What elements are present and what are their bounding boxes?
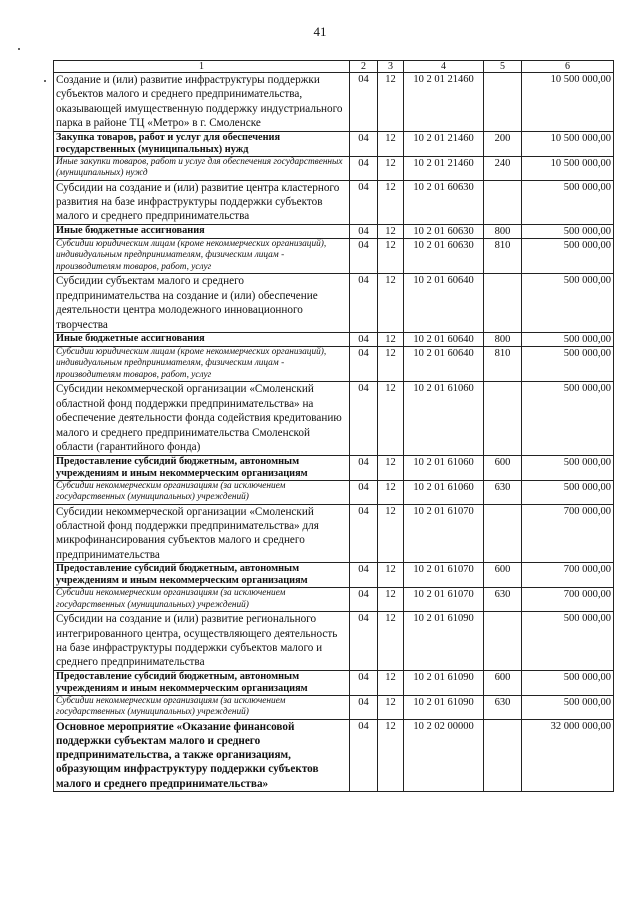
target-code-cell: 10 2 01 60640 [404,332,484,346]
column-header-2: 2 [350,61,378,73]
expense-type-cell: 600 [484,455,522,480]
amount-cell: 500 000,00 [522,224,614,238]
column-header-6: 6 [522,61,614,73]
amount-cell: 700 000,00 [522,588,614,612]
table-body [54,73,614,792]
row-name-cell: Субсидии юридическим лицам (кроме некоммерческих организаций), индивидуальным предпринимателям, физическим лицам - производителям товаров, работ, услуг [54,238,350,274]
table-row [54,131,614,156]
expense-type-cell: 810 [484,346,522,382]
subsection-cell: 12 [378,224,404,238]
amount-cell: 500 000,00 [522,274,614,333]
amount-cell: 500 000,00 [522,612,614,671]
table-row [54,224,614,238]
section-cell: 04 [350,563,378,588]
table-row [54,274,614,333]
scan-speck [44,80,46,82]
expense-type-cell [484,274,522,333]
section-cell: 04 [350,480,378,504]
target-code-cell: 10 2 01 60640 [404,274,484,333]
subsection-cell: 12 [378,382,404,455]
expense-type-cell [484,719,522,791]
row-name-cell: Предоставление субсидий бюджетным, автономным учреждениям и иным некоммерческим организациям [54,455,350,480]
expense-type-cell: 630 [484,588,522,612]
target-code-cell: 10 2 01 61060 [404,382,484,455]
subsection-cell: 12 [378,670,404,695]
amount-cell: 10 500 000,00 [522,156,614,180]
expense-type-cell [484,382,522,455]
target-code-cell: 10 2 01 61090 [404,695,484,719]
target-code-cell: 10 2 01 61060 [404,455,484,480]
table-row [54,480,614,504]
column-header-1: 1 [54,61,350,73]
target-code-cell: 10 2 01 61070 [404,588,484,612]
amount-cell: 500 000,00 [522,670,614,695]
table-row [54,563,614,588]
section-cell: 04 [350,131,378,156]
row-name-cell: Предоставление субсидий бюджетным, автономным учреждениям и иным некоммерческим организациям [54,670,350,695]
row-name-cell: Субсидии на создание и (или) развитие регионального интегрированного центра, осуществляющего деятельность на базе инфраструктуры поддержки субъектов малого и среднего предпринимательства [54,612,350,671]
row-name-cell: Субсидии некоммерческим организациям (за исключением государственных (муниципальных) учреждений) [54,588,350,612]
row-name-cell: Субсидии некоммерческим организациям (за исключением государственных (муниципальных) учреждений) [54,480,350,504]
amount-cell: 10 500 000,00 [522,131,614,156]
subsection-cell: 12 [378,563,404,588]
table-row [54,455,614,480]
section-cell: 04 [350,346,378,382]
target-code-cell: 10 2 01 60630 [404,180,484,224]
subsection-cell: 12 [378,455,404,480]
subsection-cell: 12 [378,719,404,791]
row-name-cell: Иные бюджетные ассигнования [54,332,350,346]
row-name-cell: Субсидии субъектам малого и среднего предпринимательства на создание и (или) обеспечение деятельности центра молодежного инновационного творчества [54,274,350,333]
expense-type-cell: 600 [484,563,522,588]
expense-type-cell: 200 [484,131,522,156]
table-row [54,670,614,695]
target-code-cell: 10 2 02 00000 [404,719,484,791]
table-row [54,504,614,563]
table-row [54,156,614,180]
subsection-cell: 12 [378,695,404,719]
section-cell: 04 [350,382,378,455]
table-row [54,695,614,719]
row-name-cell: Субсидии юридическим лицам (кроме некоммерческих организаций), индивидуальным предпринимателям, физическим лицам - производителям товаров, работ, услуг [54,346,350,382]
table-row [54,180,614,224]
amount-cell: 700 000,00 [522,504,614,563]
target-code-cell: 10 2 01 61060 [404,480,484,504]
row-name-cell: Субсидии некоммерческой организации «Смоленский областной фонд поддержки предпринимательства» на обеспечение деятельности фонда содействия кредитованию малого и среднего предпринимательства Смоленской области (гарантийного фонда) [54,382,350,455]
amount-cell: 32 000 000,00 [522,719,614,791]
subsection-cell: 12 [378,131,404,156]
expense-type-cell: 630 [484,695,522,719]
target-code-cell: 10 2 01 61070 [404,504,484,563]
amount-cell: 10 500 000,00 [522,73,614,132]
target-code-cell: 10 2 01 61070 [404,563,484,588]
subsection-cell: 12 [378,332,404,346]
row-name-cell: Основное мероприятие «Оказание финансовой поддержки субъектам малого и среднего предпринимательства, а также организациям, образующим инфраструктуру поддержки субъектов малого и среднего предпринимательства» [54,719,350,791]
table-row [54,238,614,274]
amount-cell: 500 000,00 [522,346,614,382]
section-cell: 04 [350,504,378,563]
expense-type-cell: 240 [484,156,522,180]
amount-cell: 500 000,00 [522,332,614,346]
expense-type-cell: 630 [484,480,522,504]
section-cell: 04 [350,224,378,238]
section-cell: 04 [350,180,378,224]
section-cell: 04 [350,274,378,333]
row-name-cell: Субсидии некоммерческим организациям (за исключением государственных (муниципальных) учреждений) [54,695,350,719]
subsection-cell: 12 [378,480,404,504]
amount-cell: 500 000,00 [522,455,614,480]
amount-cell: 500 000,00 [522,238,614,274]
row-name-cell: Иные закупки товаров, работ и услуг для обеспечения государственных (муниципальных) нужд [54,156,350,180]
section-cell: 04 [350,612,378,671]
subsection-cell: 12 [378,73,404,132]
subsection-cell: 12 [378,238,404,274]
target-code-cell: 10 2 01 21460 [404,131,484,156]
column-header-5: 5 [484,61,522,73]
expense-type-cell: 800 [484,332,522,346]
amount-cell: 500 000,00 [522,382,614,455]
expense-type-cell: 800 [484,224,522,238]
subsection-cell: 12 [378,612,404,671]
expense-type-cell [484,73,522,132]
section-cell: 04 [350,719,378,791]
target-code-cell: 10 2 01 60630 [404,238,484,274]
target-code-cell: 10 2 01 61090 [404,670,484,695]
row-name-cell: Иные бюджетные ассигнования [54,224,350,238]
subsection-cell: 12 [378,274,404,333]
target-code-cell: 10 2 01 60640 [404,346,484,382]
section-cell: 04 [350,455,378,480]
table-row [54,612,614,671]
table-header-row [54,61,614,73]
section-cell: 04 [350,73,378,132]
subsection-cell: 12 [378,504,404,563]
section-cell: 04 [350,588,378,612]
subsection-cell: 12 [378,156,404,180]
expense-type-cell: 600 [484,670,522,695]
row-name-cell: Закупка товаров, работ и услуг для обеспечения государственных (муниципальных) нужд [54,131,350,156]
row-name-cell: Субсидии на создание и (или) развитие центра кластерного развития на базе инфраструктуры поддержки субъектов малого и среднего предпринимательства [54,180,350,224]
row-name-cell: Создание и (или) развитие инфраструктуры поддержки субъектов малого и среднего предпринимательства, оказывающей имущественную поддержку индустриального парка в районе ТЦ «Метро» в г. Смоленске [54,73,350,132]
subsection-cell: 12 [378,180,404,224]
table-row [54,719,614,791]
table-row [54,382,614,455]
section-cell: 04 [350,332,378,346]
table-row [54,332,614,346]
section-cell: 04 [350,670,378,695]
table-row [54,346,614,382]
table-row [54,73,614,132]
subsection-cell: 12 [378,346,404,382]
table-row [54,588,614,612]
section-cell: 04 [350,238,378,274]
section-cell: 04 [350,695,378,719]
target-code-cell: 10 2 01 21460 [404,73,484,132]
column-header-4: 4 [404,61,484,73]
expense-type-cell [484,504,522,563]
amount-cell: 500 000,00 [522,180,614,224]
section-cell: 04 [350,156,378,180]
row-name-cell: Предоставление субсидий бюджетным, автономным учреждениям и иным некоммерческим организациям [54,563,350,588]
page-number: 41 [313,24,327,39]
scan-speck [18,48,20,50]
expense-type-cell [484,180,522,224]
row-name-cell: Субсидии некоммерческой организации «Смоленский областной фонд поддержки предпринимательства» для микрофинансирования субъектов малого и среднего предпринимательства [54,504,350,563]
amount-cell: 500 000,00 [522,695,614,719]
column-header-3: 3 [378,61,404,73]
budget-table [53,60,614,792]
target-code-cell: 10 2 01 61090 [404,612,484,671]
target-code-cell: 10 2 01 21460 [404,156,484,180]
target-code-cell: 10 2 01 60630 [404,224,484,238]
amount-cell: 500 000,00 [522,480,614,504]
subsection-cell: 12 [378,588,404,612]
expense-type-cell: 810 [484,238,522,274]
expense-type-cell [484,612,522,671]
amount-cell: 700 000,00 [522,563,614,588]
